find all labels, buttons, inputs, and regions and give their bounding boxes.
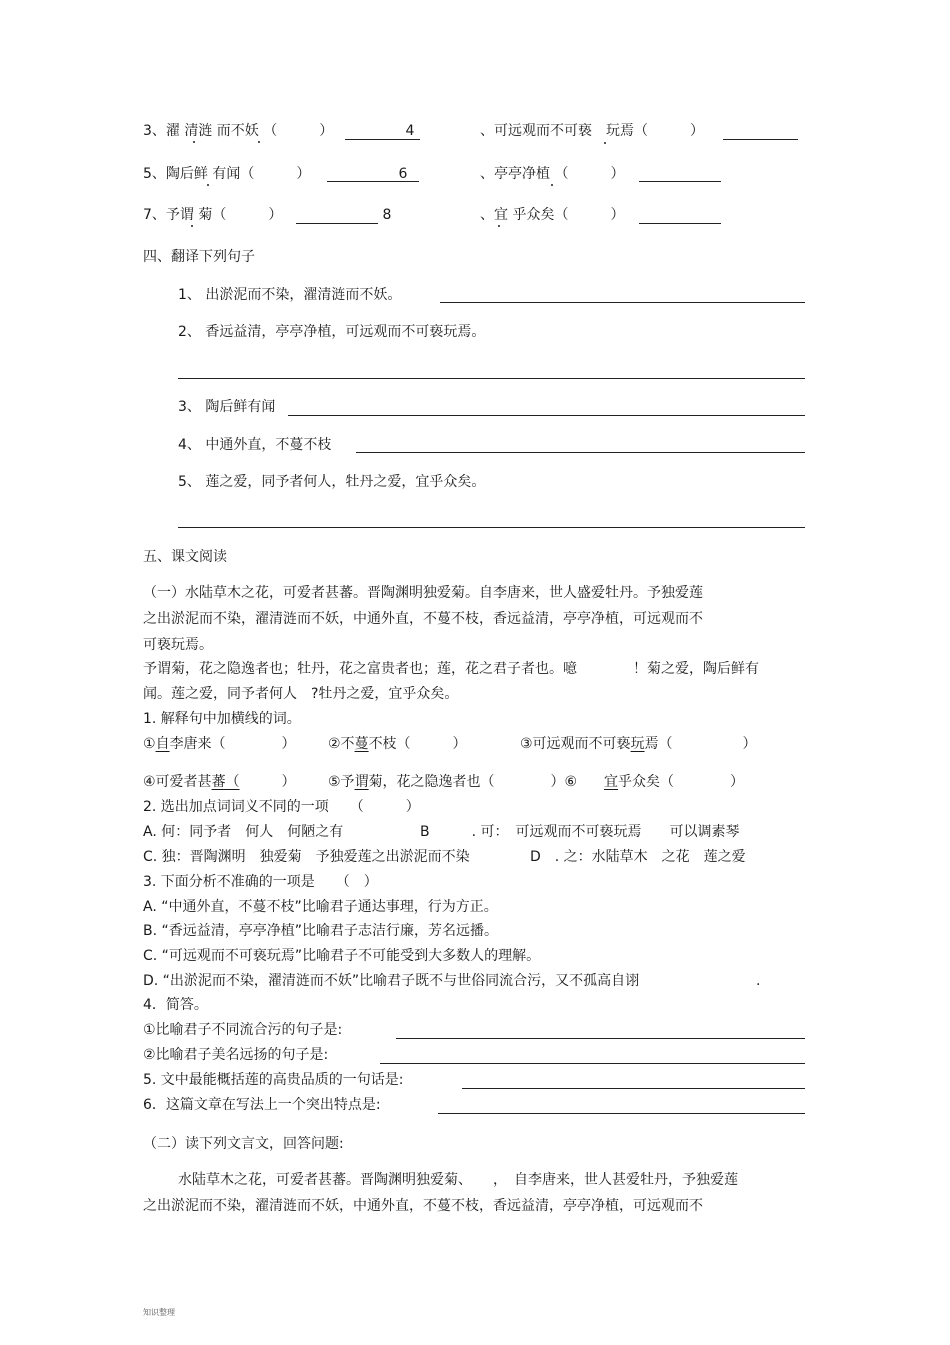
item-8: 、宜 乎众矣（ ） [480,207,625,223]
q4-part-1: ①比喻君子不同流合污的句子是: [143,1022,343,1038]
passage-line: 之出淤泥而不染，濯清涟而不妖，中通外直，不蔓不枝，香远益清，亭亭净植，可远观而不 [143,1198,703,1214]
question-4: 4．简答。 [143,997,208,1013]
q3-option-a: A. “中通外直，不蔓不枝”比喻君子通达事理，行为方正。 [143,899,498,915]
item-number: 8 [382,207,392,223]
q2-option-a: A. 何：同予者 何人 何陋之有 [143,824,344,840]
answer-line[interactable] [396,1038,805,1039]
item-number: 4 [405,123,415,139]
passage-line: 可亵玩焉。 [143,637,213,653]
answer-blank[interactable] [639,181,721,182]
q1-item-6: 宜乎众矣（ ） [604,774,744,790]
q3-option-c: C. “可远观而不可亵玩焉”比喻君子不可能受到大多数人的理解。 [143,948,541,964]
question-1: 1. 解释句中加横线的词。 [143,711,301,727]
answer-blank[interactable] [296,223,378,224]
emphasis-dot [193,141,195,143]
emphasis-dot [191,225,193,227]
item-5: 5、陶后鲜 有闻（ ） [143,166,311,182]
question-6: 6．这篇文章在写法上一个突出特点是: [143,1097,381,1113]
q3-option-d-end: . [756,973,761,989]
question-2: 2. 选出加点词词义不同的一项 （ ） [143,799,420,815]
passage-line: 闻。莲之爱，同予者何人 ?牡丹之爱，宜乎众矣。 [143,686,459,702]
translate-q3: 3、 陶后鲜有闻 [178,399,276,415]
emphasis-dot [258,141,260,143]
answer-line[interactable] [438,1113,805,1114]
translate-q5: 5、 莲之爱，同予者何人，牡丹之爱，宜乎众矣。 [178,474,486,490]
q2-option-b: B . 可： 可远观而不可亵玩焉 可以调素琴 [420,824,740,840]
answer-line[interactable] [440,302,805,303]
passage-line: 之出淤泥而不染，濯清涟而不妖，中通外直，不蔓不枝，香远益清，亭亭净植，可远观而不 [143,611,703,627]
answer-line[interactable] [462,1088,805,1089]
q1-item-4: ④可爱者甚蕃（ ） [143,774,296,790]
emphasis-dot [551,184,553,186]
answer-line[interactable] [178,527,805,528]
passage-line: 水陆草木之花，可爱者甚蕃。晋陶渊明独爱菊、 ， 自李唐来，世人甚爱牡丹，予独爱莲 [178,1172,738,1188]
item-3: 3、濯 清涟 而不妖 （ ） [143,123,334,139]
q1-item-2: ②不蔓不枝（ ） [328,736,467,752]
answer-blank[interactable] [639,223,721,224]
q1-item-5: ⑤予谓菊，花之隐逸者也（ ）⑥ [328,774,578,790]
passage-line: （一）水陆草木之花，可爱者甚蕃。晋陶渊明独爱菊。自李唐来，世人盛爱牡丹。予独爱莲 [143,585,703,601]
translate-q1: 1、 出淤泥而不染，濯清涟而不妖。 [178,287,402,303]
section-heading-reading-2: （二）读下列文言文，回答问题: [143,1136,344,1152]
q2-option-d: D . 之：水陆草木 之花 莲之爱 [530,849,746,865]
q1-item-3: ③可远观而不可亵玩焉（ ） [520,736,757,752]
emphasis-dot [604,142,606,144]
q3-option-b: B. “香远益清，亭亭净植”比喻君子志洁行廉，芳名远播。 [143,923,499,939]
item-4: 、可远观而不可亵 玩焉（ ） [480,123,704,139]
item-7: 7、予谓 菊（ ） [143,207,283,223]
answer-line[interactable] [356,452,805,453]
item-6: 、亭亭净植 （ ） [480,166,625,182]
section-heading-reading: 五、课文阅读 [143,549,227,565]
answer-line[interactable] [380,1063,805,1064]
emphasis-dot [498,225,500,227]
translate-q4: 4、 中通外直，不蔓不枝 [178,437,332,453]
footer-text: 知识整理 [143,1308,175,1317]
question-5: 5. 文中最能概括莲的高贵品质的一句话是: [143,1072,404,1088]
item-number: 6 [398,166,408,182]
answer-blank[interactable] [723,139,798,140]
answer-line[interactable] [178,378,805,379]
passage-line: 予谓菊，花之隐逸者也；牡丹，花之富贵者也；莲，花之君子者也。噫 ！菊之爱，陶后鲜有 [143,661,759,677]
translate-q2: 2、 香远益清，亭亭净植，可远观而不可亵玩焉。 [178,324,486,340]
q2-option-c: C. 独：晋陶渊明 独爱菊 予独爱莲之出淤泥而不染 [143,849,470,865]
emphasis-dot [207,184,209,186]
q3-option-d: D. “出淤泥而不染，濯清涟而不妖”比喻君子既不与世俗同流合污，又不孤高自诩 [143,973,640,989]
q1-item-1: ①自李唐来（ ） [143,736,296,752]
question-3: 3. 下面分析不准确的一项是 （ ） [143,874,378,890]
section-heading-translate: 四、翻译下列句子 [143,249,255,265]
answer-line[interactable] [288,415,805,416]
q4-part-2: ②比喻君子美名远扬的句子是: [143,1047,329,1063]
